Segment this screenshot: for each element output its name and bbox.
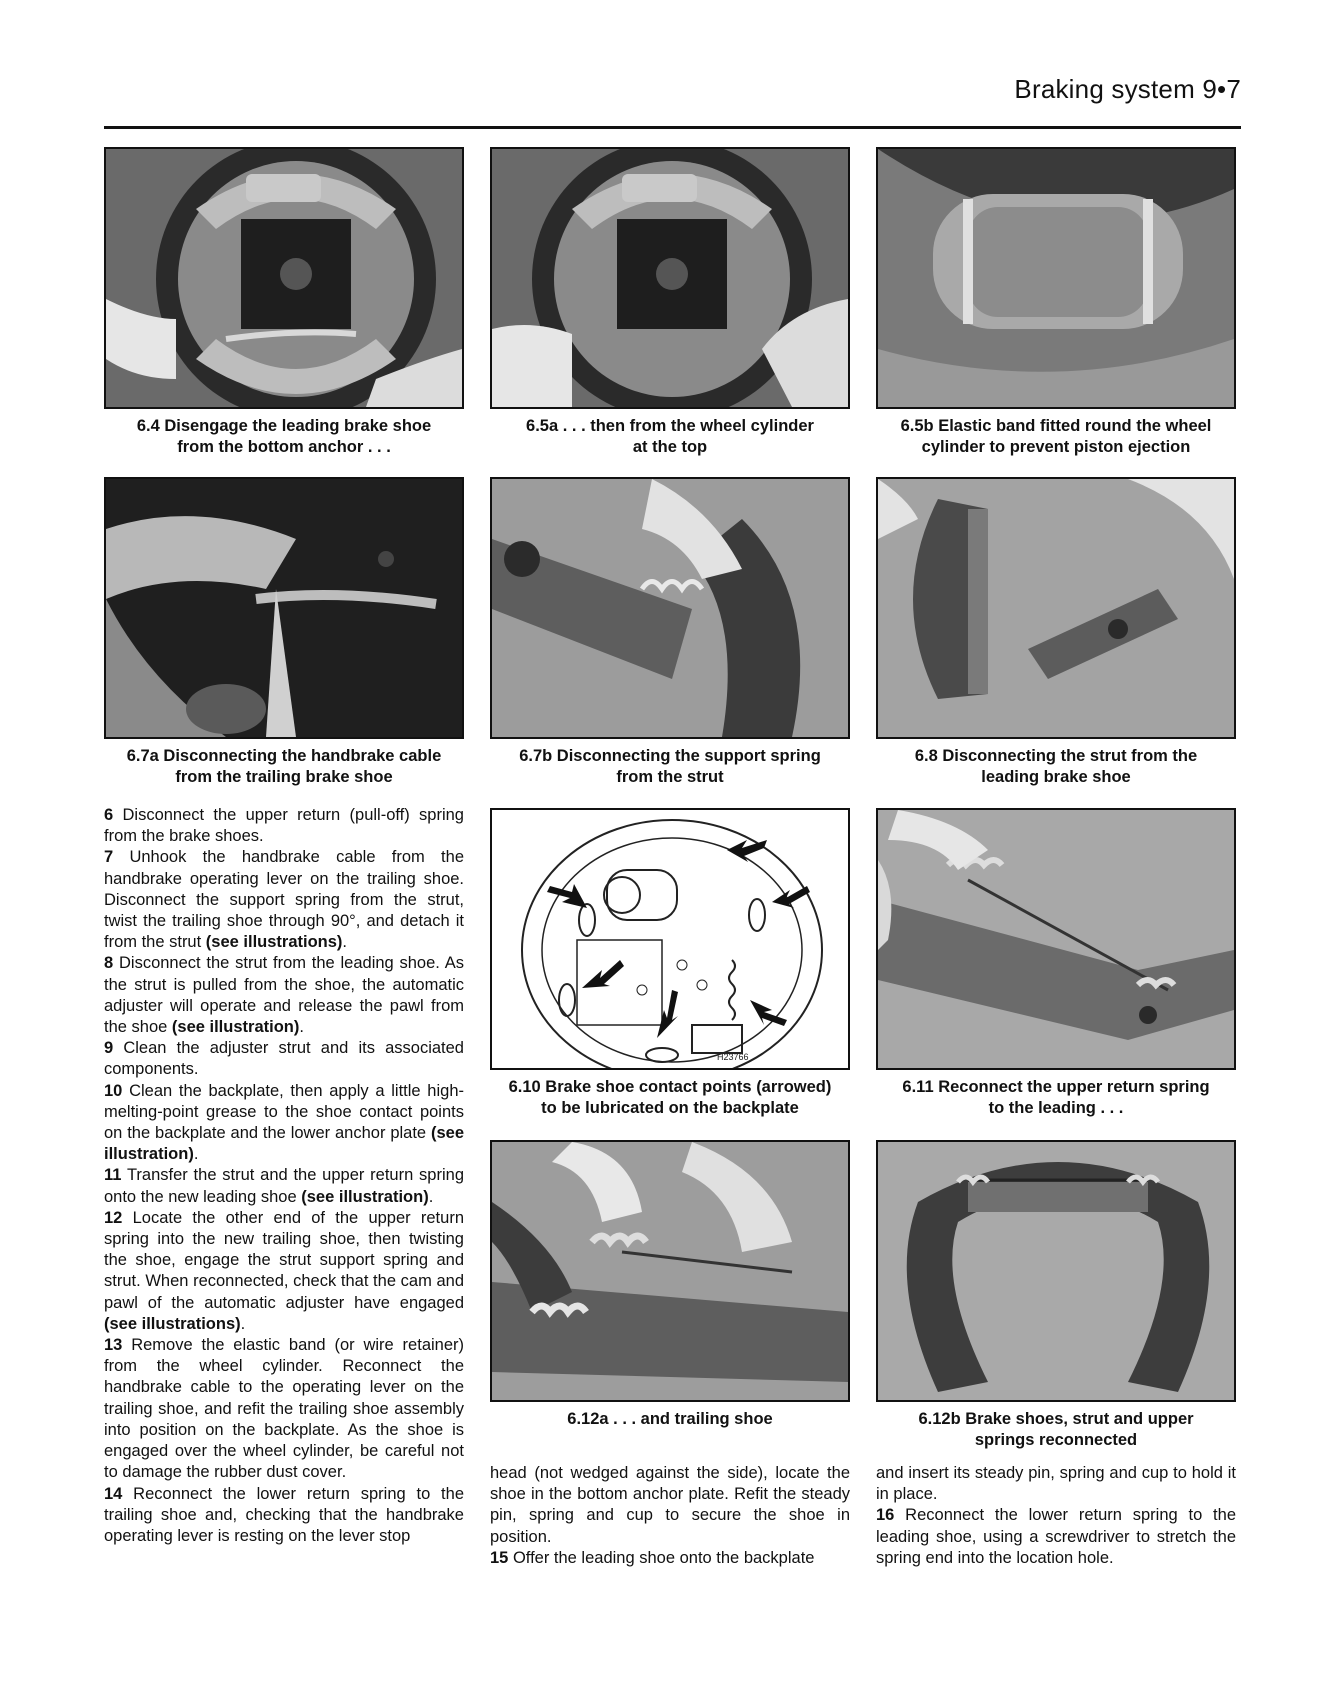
- paragraph-10: 10 Clean the backplate, then apply a little high-melting-point grease to the shoe contact points on the backplate and the lower anchor plate (see illustration).: [104, 1081, 464, 1164]
- paragraph-7: 7 Unhook the handbrake cable from the handbrake operating lever on the trailing shoe. Disconnect the support spring from the strut, twist the trailing shoe through 90°, and detach it from the strut (see illustrations).: [104, 848, 464, 952]
- photo-elastic-band-cylinder: [876, 147, 1236, 409]
- figure-6-8: [876, 477, 1236, 788]
- photo-trailing-shoe-spring: [490, 1140, 850, 1402]
- photo-wheel-cylinder-top: [490, 147, 850, 409]
- figure-caption: 6.12a . . . and trailing shoe: [567, 1410, 773, 1428]
- figure-caption: 6.5b Elastic band fitted round the wheel cylinder to prevent piston ejection: [900, 417, 1212, 456]
- paragraph-15-cont: and insert its steady pin, spring and cup to hold it in place.: [876, 1464, 1236, 1504]
- figure-caption: 6.7a Disconnecting the handbrake cable from the trailing brake shoe: [126, 747, 442, 786]
- paragraph-9: 9 Clean the adjuster strut and its associated components.: [104, 1039, 464, 1079]
- paragraph-12: 12 Locate the other end of the upper return spring into the new trailing shoe, then twisting the shoe, engage the strut support spring and strut. When reconnected, check that the cam and pawl of the automatic adjuster have engaged (see illustrations).: [104, 1208, 464, 1333]
- photo-shoes-strut-springs: [876, 1140, 1236, 1402]
- paragraph-16: 16 Reconnect the lower return spring to the leading shoe, using a screwdriver to stretch the spring end into the location hole.: [876, 1506, 1236, 1567]
- running-title: Braking system 9•7: [1014, 74, 1241, 104]
- text-column-2: [490, 1463, 850, 1569]
- paragraph-6: 6 Disconnect the upper return (pull-off) spring from the brake shoes.: [104, 806, 464, 846]
- figure-caption: 6.7b Disconnecting the support spring from the strut: [519, 747, 821, 786]
- photo-upper-return-spring-leading: [876, 808, 1236, 1070]
- figure-6-5b: [876, 147, 1236, 458]
- paragraph-11: 11 Transfer the strut and the upper return spring onto the new leading shoe (see illustration).: [104, 1166, 464, 1206]
- figure-6-12a: [490, 1140, 850, 1430]
- figure-caption: 6.12b Brake shoes, strut and upper springs reconnected: [918, 1410, 1194, 1449]
- photo-brake-shoe-bottom-anchor: [104, 147, 464, 409]
- paragraph-14: 14 Reconnect the lower return spring to the trailing shoe and, checking that the handbrake operating lever is resting on the lever stop: [104, 1484, 464, 1545]
- photo-strut-leading-shoe: [876, 477, 1236, 739]
- figure-6-7b: [490, 477, 850, 788]
- figure-caption: 6.11 Reconnect the upper return spring to the leading . . .: [902, 1078, 1210, 1117]
- diagram-backplate-contact-points: [490, 808, 850, 1070]
- figure-6-12b: [876, 1140, 1236, 1451]
- paragraph-14-cont: head (not wedged against the side), locate the shoe in the bottom anchor plate. Refit the steady pin, spring and cup to secure the shoe in position.: [490, 1464, 850, 1546]
- figure-6-7a: [104, 477, 464, 788]
- text-column-1: [104, 805, 464, 1547]
- figure-caption: 6.10 Brake shoe contact points (arrowed) to be lubricated on the backplate: [508, 1078, 832, 1117]
- paragraph-15: 15 Offer the leading shoe onto the backplate: [490, 1548, 815, 1567]
- figure-6-5a: [490, 147, 850, 458]
- drawing-code: H23766: [717, 1052, 749, 1062]
- figure-6-4: [104, 147, 464, 458]
- paragraph-8: 8 Disconnect the strut from the leading shoe. As the strut is pulled from the shoe, the automatic adjuster will operate and release the pawl from the shoe (see illustration).: [104, 954, 464, 1037]
- text-column-3: [876, 1463, 1236, 1569]
- photo-support-spring-strut: [490, 477, 850, 739]
- page-header: [104, 66, 1241, 129]
- figure-6-11: [876, 808, 1236, 1119]
- figure-caption: 6.8 Disconnecting the strut from the leading brake shoe: [914, 747, 1198, 786]
- figure-caption: 6.4 Disengage the leading brake shoe from the bottom anchor . . .: [136, 417, 432, 456]
- figure-caption: 6.5a . . . then from the wheel cylinder at the top: [526, 417, 814, 456]
- figure-6-10: [490, 808, 850, 1119]
- photo-handbrake-cable: [104, 477, 464, 739]
- paragraph-13: 13 Remove the elastic band (or wire retainer) from the wheel cylinder. Reconnect the handbrake cable to the operating lever on the trailing shoe, and refit the trailing shoe assembly into position on the backplate. As the shoe is engaged over the wheel cylinder, be careful not to damage the rubber dust cover.: [104, 1336, 465, 1482]
